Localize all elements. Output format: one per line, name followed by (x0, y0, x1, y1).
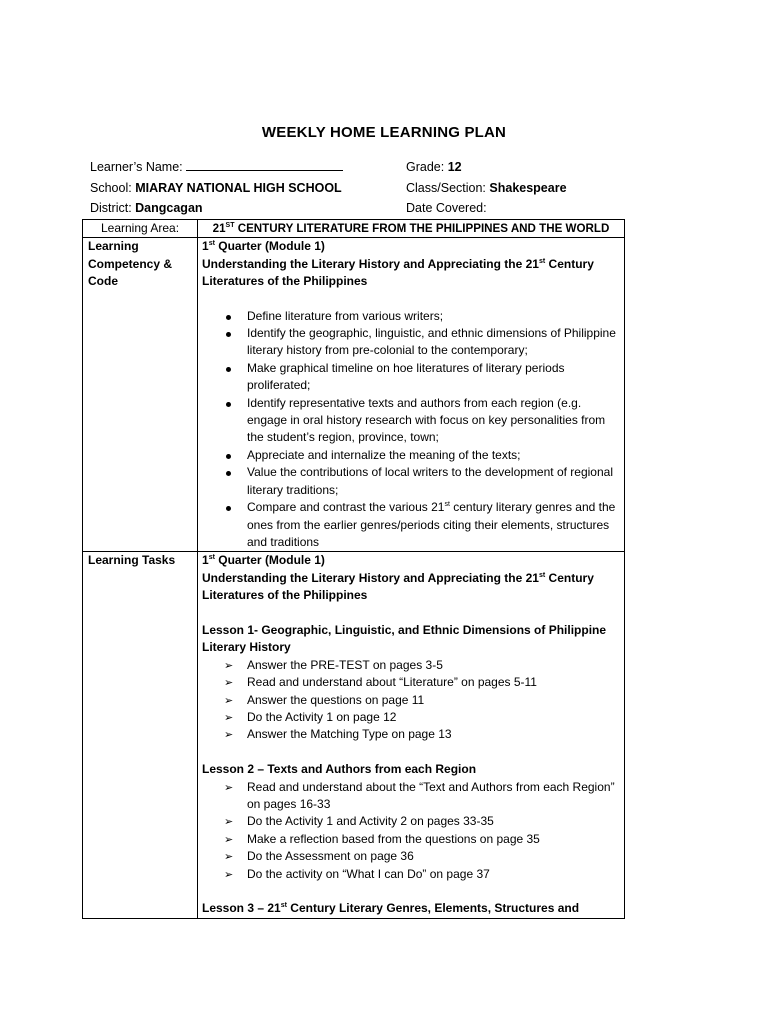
class-section-label: Class/Section: (406, 180, 486, 195)
info-row-3 (90, 198, 610, 219)
list-item: ➢ Answer the Matching Type on page 13 (247, 726, 620, 743)
learner-name-label: Learner’s Name: (90, 160, 183, 174)
module-title: Understanding the Literary History and Appreciating the 21st Century Literatures of the Philippines (202, 570, 594, 603)
date-covered-label: Date Covered: (406, 201, 487, 215)
tasks-row (83, 552, 625, 919)
learning-area-value: 21ST CENTURY LITERATURE FROM THE PHILIPPINES AND THE WORLD (198, 220, 625, 238)
lesson-2-title: Lesson 2 – Texts and Authors from each Region (202, 762, 477, 777)
list-item: ➢ Read and understand about the “Text and Authors from each Region” on pages 16-33 (247, 779, 620, 814)
list-item: Compare and contrast the various 21st century literary genres and the ones from the earlier genres/periods citing their elements, structures and traditions (247, 499, 620, 551)
district-label: District: (90, 201, 132, 215)
list-item: ➢ Do the Activity 1 and Activity 2 on pages 33-35 (247, 813, 620, 830)
list-item: ➢ Answer the PRE-TEST on pages 3-5 (247, 657, 620, 674)
page-title: WEEKLY HOME LEARNING PLAN (261, 124, 507, 141)
list-item: Identify representative texts and authors from each region (e.g. engage in oral history research with focus on key personalities from the student’s region, province, town; (247, 395, 620, 447)
tasks-cell (198, 552, 625, 919)
list-item: ➢ Do the activity on “What I can Do” on page 37 (247, 866, 620, 883)
list-item: ➢ Make a reflection based from the questions on page 35 (247, 831, 620, 848)
class-section-value: Shakespeare (489, 180, 567, 195)
list-item: ➢ Answer the questions on page 11 (247, 692, 620, 709)
module-title: Understanding the Literary History and Appreciating the 21st Century Literatures of the Philippines (202, 256, 594, 289)
lesson-2-tasks (202, 779, 620, 883)
list-item: Define literature from various writers; (247, 308, 620, 325)
grade-value: 12 (447, 160, 462, 174)
list-item: Make graphical timeline on hoe literatures of literary periods proliferated; (247, 360, 620, 395)
grade-label: Grade: (406, 160, 445, 174)
info-row-2 (90, 178, 610, 199)
list-item: Identify the geographic, linguistic, and ethnic dimensions of Philippine literary history from pre-colonial to the contemporary; (247, 325, 620, 360)
school-label: School: (90, 180, 132, 195)
learning-plan-table (82, 219, 625, 919)
list-item: Value the contributions of local writers to the development of regional literary traditions; (247, 464, 620, 499)
district-value: Dangcagan (135, 201, 203, 215)
learner-name-blank (186, 157, 343, 171)
list-item: ➢ Do the Assessment on page 36 (247, 848, 620, 865)
learning-area-row (83, 220, 625, 238)
quarter-heading: 1st Quarter (Module 1) (202, 553, 325, 568)
lesson-1-title: Lesson 1- Geographic, Linguistic, and Ethnic Dimensions of Philippine Literary History (202, 622, 607, 655)
list-item: Appreciate and internalize the meaning of the texts; (247, 447, 620, 464)
info-row-1 (90, 157, 610, 178)
competency-label: Learning Competency & Code (83, 238, 198, 552)
tasks-label: Learning Tasks (83, 552, 198, 919)
list-item: ➢ Do the Activity 1 on page 12 (247, 709, 620, 726)
learning-area-label: Learning Area: (83, 220, 198, 238)
competency-row (83, 238, 625, 552)
school-value: MIARAY NATIONAL HIGH SCHOOL (135, 180, 342, 195)
learner-info (90, 157, 610, 219)
list-item: ➢ Read and understand about “Literature” on pages 5-11 (247, 674, 620, 691)
lesson-1-tasks (202, 657, 620, 744)
competency-list (202, 308, 620, 552)
quarter-heading: 1st Quarter (Module 1) (202, 239, 325, 254)
lesson-3-title: Lesson 3 – 21st Century Literary Genres, Elements, Structures and (202, 901, 580, 916)
competency-cell (198, 238, 625, 552)
